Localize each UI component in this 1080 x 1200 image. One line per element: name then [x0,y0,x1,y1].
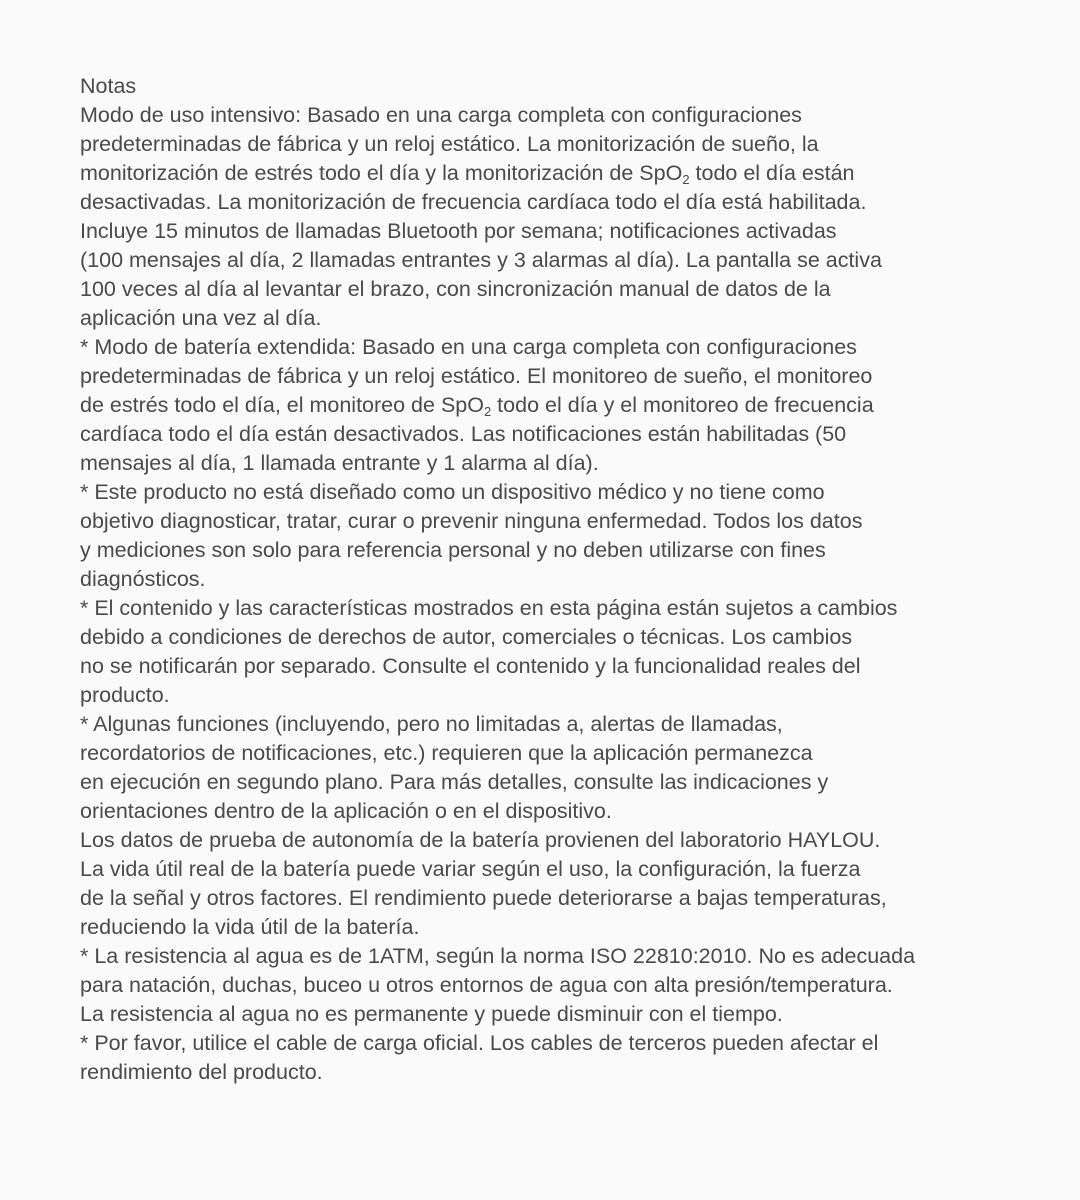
note-line: (100 mensajes al día, 2 llamadas entrantes y 3 alarmas al día). La pantalla se activa [80,248,882,272]
note-line-text: de estrés todo el día, el monitoreo de SpO [80,393,484,417]
note-line: mensajes al día, 1 llamada entrante y 1 alarma al día). [80,451,599,475]
note-line: diagnósticos. [80,567,206,591]
note-line-text: todo el día y el monitoreo de frecuencia [491,393,874,417]
subscript: 2 [483,404,492,419]
notes-body [80,101,1020,1087]
note-line: * Algunas funciones (incluyendo, pero no limitadas a, alertas de llamadas, [80,712,783,736]
note-line: * El contenido y las características mostrados en esta página están sujetos a cambios [80,596,898,620]
note-line: La resistencia al agua no es permanente y puede disminuir con el tiempo. [80,1002,783,1026]
note-line: para natación, duchas, buceo u otros entornos de agua con alta presión/temperatura. [80,973,893,997]
note-line: 100 veces al día al levantar el brazo, con sincronización manual de datos de la [80,277,831,301]
note-line: recordatorios de notificaciones, etc.) requieren que la aplicación permanezca [80,741,813,765]
notes-section [80,72,1020,1087]
note-line: predeterminadas de fábrica y un reloj estático. El monitoreo de sueño, el monitoreo [80,364,873,388]
note-line: * Modo de batería extendida: Basado en una carga completa con configuraciones [80,335,857,359]
note-line: y mediciones son solo para referencia personal y no deben utilizarse con fines [80,538,826,562]
note-line: Los datos de prueba de autonomía de la batería provienen del laboratorio HAYLOU. [80,828,881,852]
notes-heading: Notas [80,74,137,98]
note-line: desactivadas. La monitorización de frecuencia cardíaca todo el día está habilitada. [80,190,867,214]
note-line: predeterminadas de fábrica y un reloj estático. La monitorización de sueño, la [80,132,819,156]
note-line: producto. [80,683,170,707]
note-line: rendimiento del producto. [80,1060,323,1084]
note-line: de la señal y otros factores. El rendimiento puede deteriorarse a bajas temperaturas, [80,886,887,910]
note-line: orientaciones dentro de la aplicación o en el dispositivo. [80,799,612,823]
note-line-text: monitorización de estrés todo el día y la monitorización de SpO [80,161,683,185]
note-line [80,159,1020,188]
note-line: Incluye 15 minutos de llamadas Bluetooth por semana; notificaciones activadas [80,219,837,243]
note-line-text: todo el día están [689,161,855,185]
note-line: * Por favor, utilice el cable de carga oficial. Los cables de terceros pueden afectar el [80,1031,879,1055]
note-line: reduciendo la vida útil de la batería. [80,915,420,939]
note-line: aplicación una vez al día. [80,306,322,330]
note-line [80,391,1020,420]
note-line: * Este producto no está diseñado como un dispositivo médico y no tiene como [80,480,825,504]
note-line: La vida útil real de la batería puede variar según el uso, la configuración, la fuerza [80,857,861,881]
note-line: objetivo diagnosticar, tratar, curar o prevenir ninguna enfermedad. Todos los datos [80,509,863,533]
note-line: en ejecución en segundo plano. Para más detalles, consulte las indicaciones y [80,770,829,794]
note-line: * La resistencia al agua es de 1ATM, según la norma ISO 22810:2010. No es adecuada [80,944,916,968]
note-line: Modo de uso intensivo: Basado en una carga completa con configuraciones [80,103,802,127]
subscript: 2 [682,172,690,187]
note-line: cardíaca todo el día están desactivados. Las notificaciones están habilitadas (50 [80,422,847,446]
note-line: debido a condiciones de derechos de autor, comerciales o técnicas. Los cambios [80,625,853,649]
note-line: no se notificarán por separado. Consulte el contenido y la funcionalidad reales del [80,654,861,678]
